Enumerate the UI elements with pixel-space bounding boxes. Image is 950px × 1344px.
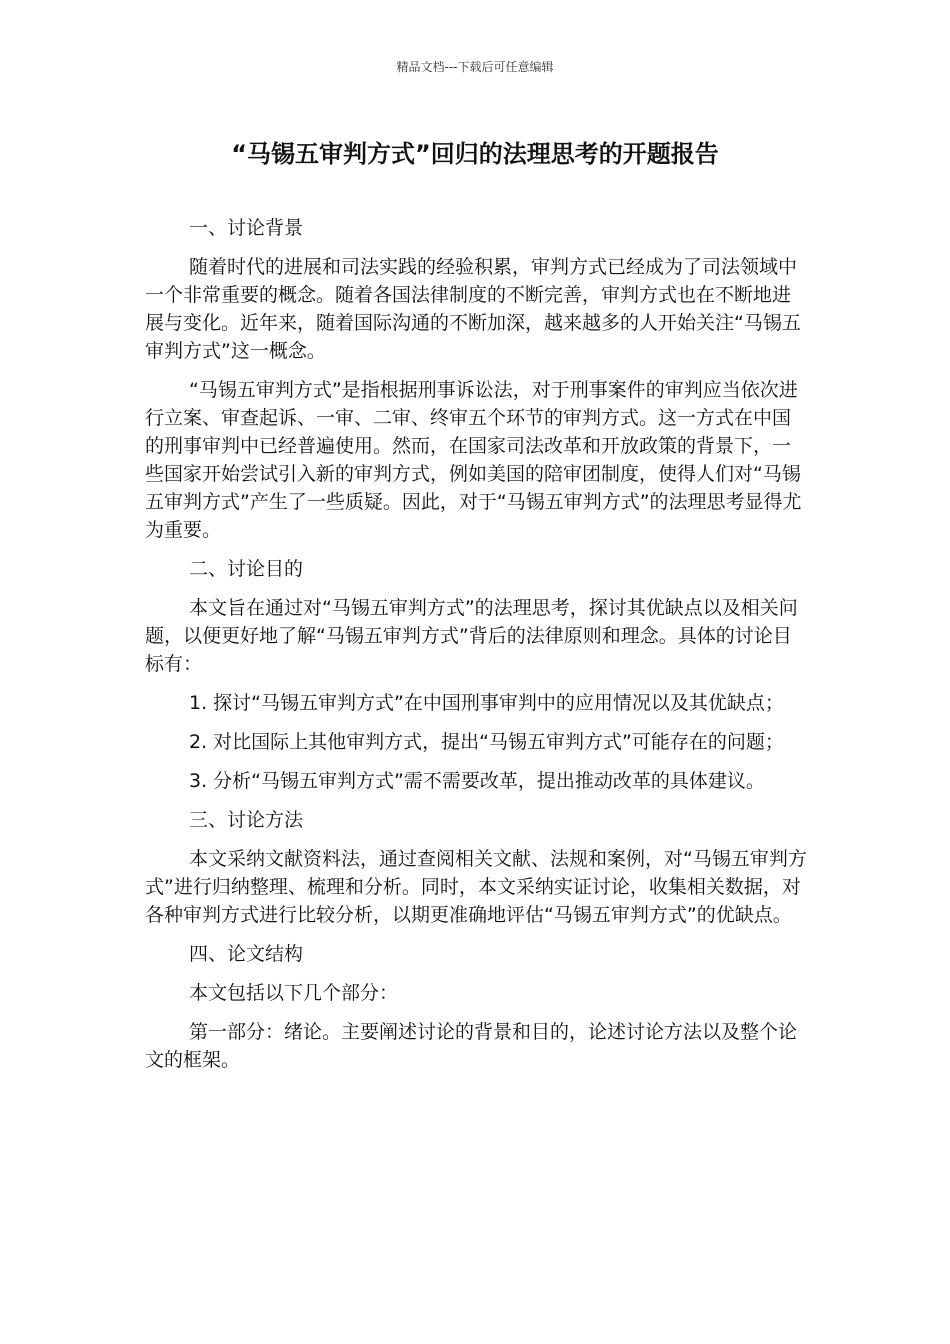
page-header-note: 精品文档---下载后可任意编辑	[396, 60, 554, 74]
document-title: “马锡五审判方式”回归的法理思考的开题报告	[231, 140, 719, 168]
paragraph-background-1: 随着时代的进展和司法实践的经验积累，审判方式已经成为了司法领域中一个非常重要的概念。随着各国法律制度的不断完善，审判方式也在不断地进展与变化。近年来，随着国际沟通的不断加深，越来越多的人开始关注“马锡五审判方式”这一概念。	[145, 256, 801, 362]
list-item-goal-1: 1. 探讨“马锡五审判方式”在中国刑事审判中的应用情况以及其优缺点；	[189, 692, 784, 714]
paragraph-purpose-intro: 本文旨在通过对“马锡五审判方式”的法理思考，探讨其优缺点以及相关问题，以便更好地了解“马锡五审判方式”背后的法律原则和理念。具体的讨论目标有：	[145, 597, 798, 675]
section-heading-purpose: 二、讨论目的	[189, 558, 304, 580]
list-item-goal-2: 2. 对比国际上其他审判方式，提出“马锡五审判方式”可能存在的问题；	[189, 731, 784, 753]
document-body	[145, 214, 807, 1085]
paragraph-structure-intro: 本文包括以下几个部分：	[189, 982, 399, 1004]
paragraph-method: 本文采纳文献资料法，通过查阅相关文献、法规和案例，对“马锡五审判方式”进行归纳整理、梳理和分析。同时，本文采纳实证讨论，收集相关数据，对各种审判方式进行比较分析，以期更准确地评估“马锡五审判方式”的优缺点。	[145, 848, 807, 926]
paragraph-structure-part-1: 第一部分：绪论。主要阐述讨论的背景和目的，论述讨论方法以及整个论文的框架。	[145, 1021, 798, 1071]
section-heading-method: 三、讨论方法	[189, 809, 304, 831]
section-heading-background: 一、讨论背景	[189, 217, 304, 239]
paragraph-background-2: “马锡五审判方式”是指根据刑事诉讼法，对于刑事案件的审判应当依次进行立案、审查起诉、一审、二审、终审五个环节的审判方式。这一方式在中国的刑事审判中已经普遍使用。然而，在国家司法改革和开放政策的背景下，一些国家开始尝试引入新的审判方式，例如美国的陪审团制度，使得人们对“马锡五审判方式”产生了一些质疑。因此，对于“马锡五审判方式”的法理思考显得尤为重要。	[145, 379, 802, 541]
list-item-goal-3: 3. 分析“马锡五审判方式”需不需要改革，提出推动改革的具体建议。	[189, 770, 765, 792]
section-heading-structure: 四、论文结构	[189, 943, 304, 965]
